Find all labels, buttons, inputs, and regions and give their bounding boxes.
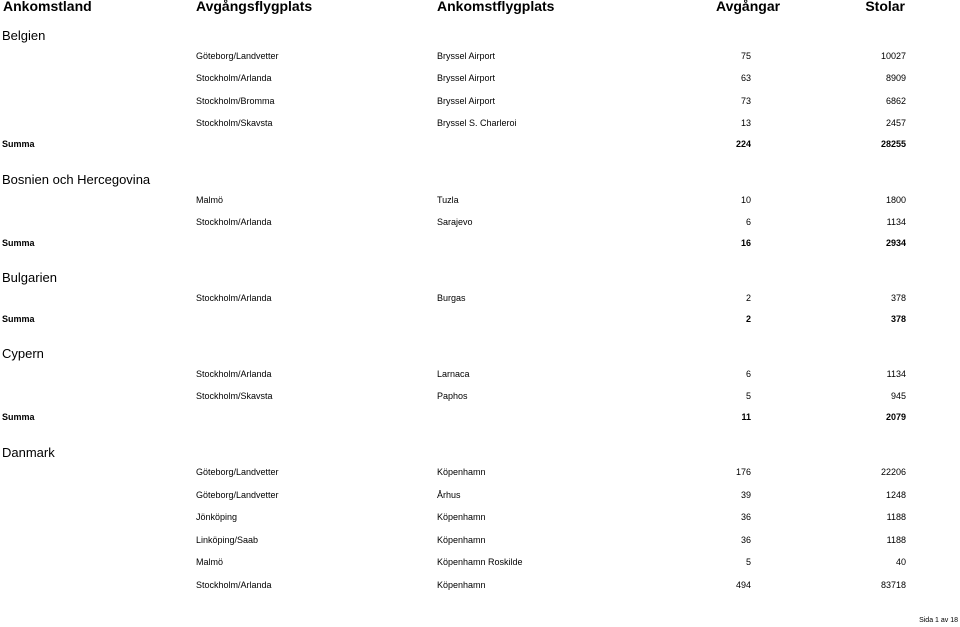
arrival-airport: Bryssel Airport	[437, 51, 496, 61]
seats-count: 1800	[885, 195, 906, 205]
summary-label: Summa	[2, 314, 35, 324]
seats-count: 6862	[885, 96, 906, 106]
table-row	[0, 96, 960, 110]
departures-count: 5	[745, 557, 751, 567]
departures-count: 36	[740, 512, 751, 522]
header-departure-airport: Avgångsflygplats	[196, 0, 313, 14]
departure-airport: Stockholm/Arlanda	[196, 293, 272, 303]
summary-seats: 2934	[885, 238, 906, 248]
country-heading: Bulgarien	[2, 270, 57, 285]
arrival-airport: Larnaca	[437, 369, 470, 379]
seats-count: 22206	[880, 467, 906, 477]
summary-label: Summa	[2, 139, 35, 149]
table-row	[0, 535, 960, 549]
departures-count: 73	[740, 96, 751, 106]
table-row	[0, 467, 960, 481]
departures-count: 5	[745, 391, 751, 401]
arrival-airport: Bryssel Airport	[437, 96, 496, 106]
table-row	[0, 391, 960, 405]
seats-count: 2457	[885, 118, 906, 128]
table-row	[0, 195, 960, 209]
table-row	[0, 73, 960, 87]
arrival-airport: Burgas	[437, 293, 466, 303]
table-row	[0, 118, 960, 132]
arrival-airport: Köpenhamn	[437, 535, 486, 545]
departure-airport: Göteborg/Landvetter	[196, 51, 279, 61]
table-row	[0, 512, 960, 526]
departure-airport: Stockholm/Arlanda	[196, 73, 272, 83]
departure-airport: Malmö	[196, 557, 224, 567]
departure-airport: Göteborg/Landvetter	[196, 467, 279, 477]
arrival-airport: Köpenhamn	[437, 512, 486, 522]
seats-count: 8909	[885, 73, 906, 83]
departure-airport: Stockholm/Arlanda	[196, 580, 272, 590]
arrival-airport: Paphos	[437, 391, 468, 401]
seats-count: 945	[890, 391, 906, 401]
arrival-airport: Bryssel S. Charleroi	[437, 118, 517, 128]
page-number: Sida 1 av 18	[919, 617, 958, 624]
summary-departures: 11	[741, 412, 751, 422]
departures-count: 13	[740, 118, 751, 128]
departure-airport: Stockholm/Arlanda	[196, 369, 272, 379]
seats-count: 83718	[880, 580, 906, 590]
seats-count: 1248	[885, 490, 906, 500]
departure-airport: Linköping/Saab	[196, 535, 259, 545]
departures-count: 75	[740, 51, 751, 61]
summary-row	[0, 139, 960, 153]
header-seats: Stolar	[865, 0, 905, 14]
table-row	[0, 217, 960, 231]
table-row	[0, 293, 960, 307]
summary-row	[0, 314, 960, 328]
table-header	[0, 0, 960, 18]
header-departures: Avgångar	[716, 0, 781, 14]
table-row	[0, 557, 960, 571]
arrival-airport: Tuzla	[437, 195, 459, 205]
country-heading: Cypern	[2, 346, 44, 361]
country-heading: Bosnien och Hercegovina	[2, 172, 151, 187]
table-row	[0, 580, 960, 594]
departure-airport: Stockholm/Skavsta	[196, 118, 273, 128]
summary-departures: 16	[740, 238, 751, 248]
departure-airport: Malmö	[196, 195, 224, 205]
departures-count: 63	[740, 73, 751, 83]
summary-label: Summa	[2, 412, 35, 422]
summary-seats: 28255	[880, 139, 906, 149]
departure-airport: Jönköping	[196, 512, 238, 522]
departure-airport: Stockholm/Arlanda	[196, 217, 272, 227]
arrival-airport: Århus	[437, 490, 461, 500]
summary-row	[0, 412, 960, 426]
table-row	[0, 51, 960, 65]
seats-count: 40	[895, 557, 906, 567]
departures-count: 494	[735, 580, 751, 590]
table-row	[0, 490, 960, 504]
country-heading: Belgien	[2, 28, 46, 43]
seats-count: 1134	[886, 369, 906, 379]
table-row	[0, 369, 960, 383]
departure-airport: Göteborg/Landvetter	[196, 490, 279, 500]
seats-count: 1134	[886, 217, 906, 227]
arrival-airport: Köpenhamn	[437, 580, 486, 590]
header-arrival-airport: Ankomstflygplats	[437, 0, 555, 14]
departures-count: 39	[740, 490, 751, 500]
departures-count: 36	[740, 535, 751, 545]
departures-count: 176	[735, 467, 751, 477]
summary-label: Summa	[2, 238, 35, 248]
arrival-airport: Bryssel Airport	[437, 73, 496, 83]
header-country: Ankomstland	[3, 0, 92, 14]
seats-count: 10027	[880, 51, 906, 61]
summary-departures: 2	[745, 314, 751, 324]
arrival-airport: Sarajevo	[437, 217, 473, 227]
summary-row	[0, 238, 960, 252]
departure-airport: Stockholm/Skavsta	[196, 391, 273, 401]
seats-count: 378	[890, 293, 906, 303]
seats-count: 1188	[886, 535, 906, 545]
country-heading: Danmark	[2, 445, 55, 460]
arrival-airport: Köpenhamn Roskilde	[437, 557, 523, 567]
summary-departures: 224	[735, 139, 751, 149]
departures-count: 6	[745, 217, 751, 227]
seats-count: 1188	[886, 512, 906, 522]
departures-count: 10	[740, 195, 751, 205]
departure-airport: Stockholm/Bromma	[196, 96, 275, 106]
departures-count: 6	[745, 369, 751, 379]
departures-count: 2	[745, 293, 751, 303]
summary-seats: 2079	[885, 412, 906, 422]
arrival-airport: Köpenhamn	[437, 467, 486, 477]
summary-seats: 378	[890, 314, 906, 324]
